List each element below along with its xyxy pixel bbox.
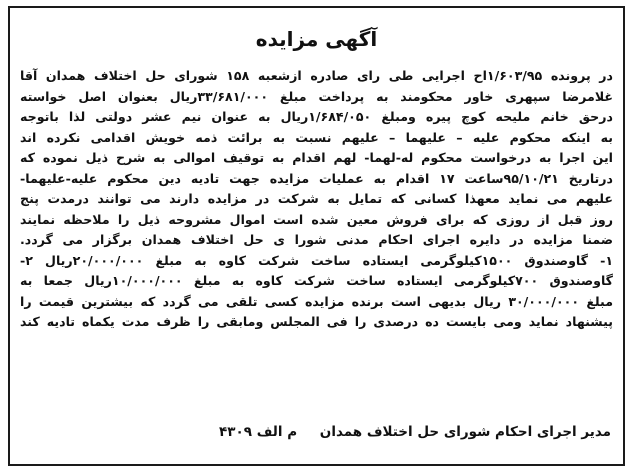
notice-body [20,66,613,333]
notice-line: درتاریخ ۹۵/۱۰/۲۱ساعت ۱۷ اقدام به عملیات مزایده جهت تادیه دین محکوم علیه-علیهما- [20,170,613,186]
notice-line: مبلغ ۳۰/۰۰۰/۰۰۰ ریال بدیهی است برنده مزایده کسی تلقی می گردد که بیشترین قیمت را [20,293,613,309]
notice-line: این اجرا به درخواست محکوم له-لهما- لهم اقدام به توقیف اموالی به شرح ذیل نموده که [20,150,613,165]
notice-line: گاوصندوق ۷۰۰کیلوگرمی ایستاده ساخت شرکت کاوه به مبلغ ۱۰/۰۰۰/۰۰۰ریال جمعا به [20,273,613,288]
notice-title: آگهی مزایده [255,27,378,51]
notice-line: علیهم می نماید معهذا کسانی که تمایل به شرکت در مزایده دارند می توانند درمدت پنج [20,191,613,206]
notice-line: درحق خانم ملیحه کوچ پیره ومبلغ ۱/۶۸۴/۰۵۰ریال به عنوان نیم عشر دولتی لذا باتوجه [20,109,613,124]
notice-line: روز قبل از روزی که برای فروش معین شده است اموال مشروحه ذیل را ملاحظه نمایند [20,211,613,227]
notice-code: م الف ۴۳۰۹ [219,424,298,440]
notice-line: ۱- گاوصندوق ۱۵۰۰کیلوگرمی ایستاده ساخت شرکت کاوه به مبلغ ۲۰/۰۰۰/۰۰۰ریال ۲- [20,252,613,268]
notice-line: به اینکه محکوم علیه – علیهما – علیهم نسبت به برائت ذمه خویش اقدامی نکرده اند [20,129,613,145]
auction-notice [8,6,625,466]
notice-line: ضمنا مزایده در دایره اجرای احکام مدنی شورا ی حل اختلاف همدان برگزار می گردد. [20,232,613,247]
notice-line: غلامرضا سپهری خاور محکومند به پرداخت مبلغ ۳۳/۶۸۱/۰۰۰ریال بعنوان اصل خواسته [20,88,613,104]
signature: مدیر اجرای احکام شورای حل اختلاف همدان [319,424,611,440]
notice-line: پیشنهاد نماید ومی بایست ده درصدی را فی المجلس ومابقی را ظرف مدت یکماه تادیه کند [20,314,613,329]
notice-line: در پرونده ۱/۶۰۳/۹۵اح اجرایی طی رای صادره ازشعبه ۱۵۸ شورای حل اختلاف همدان آقا [20,68,613,83]
notice-footer [22,422,611,442]
